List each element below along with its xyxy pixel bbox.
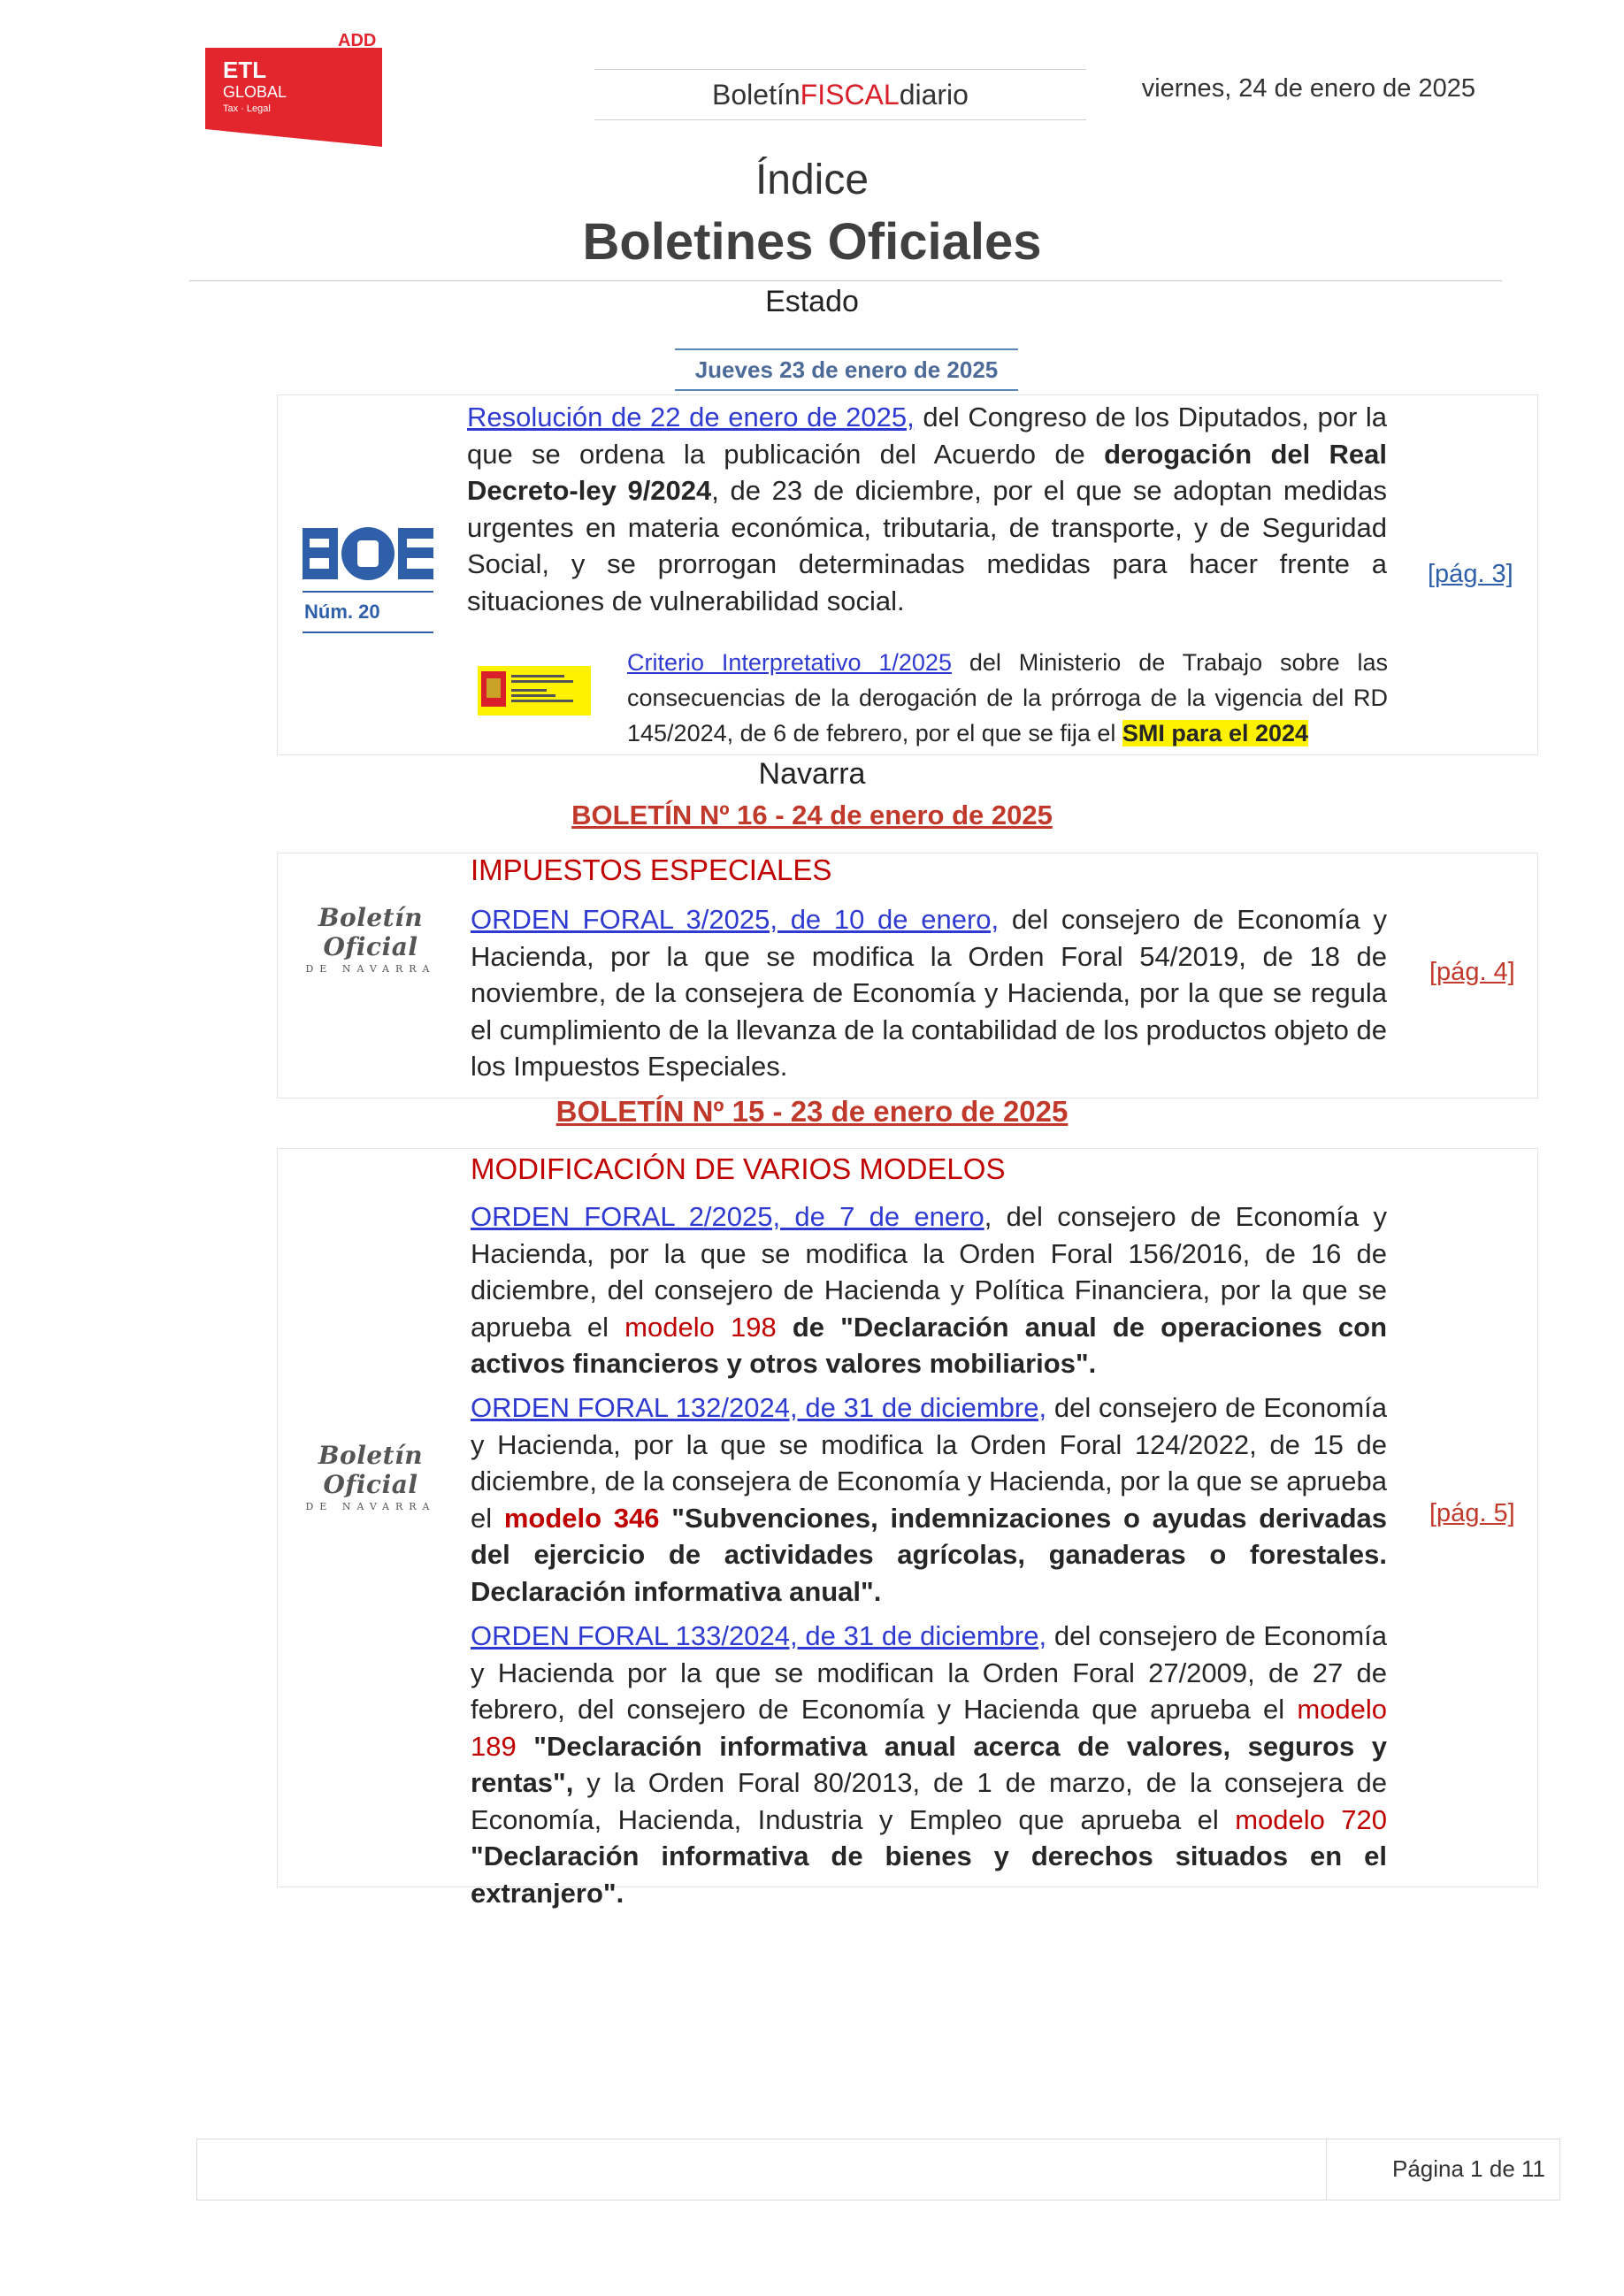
- section-estado: Estado: [765, 285, 859, 318]
- navarra-entry-box-2: [277, 1148, 1538, 1909]
- footer-divider: [1326, 2139, 1327, 2200]
- estado-entry-box: [277, 394, 1538, 755]
- page-link-5[interactable]: [pág. 5]: [1429, 1499, 1515, 1527]
- bulletin-16-heading: BOLETÍN Nº 16 - 24 de enero de 2025: [571, 800, 1053, 830]
- index-heading: Índice: [755, 157, 869, 203]
- title-divider: [189, 280, 1502, 281]
- boletin-oficial-navarra-logo: Boletín Oficial DE NAVARRA: [305, 1441, 436, 1512]
- page-number: Página 1 de 11: [1392, 2155, 1545, 2182]
- page-link-4[interactable]: [pág. 4]: [1429, 958, 1515, 986]
- svg-text:Tax · Legal: Tax · Legal: [223, 103, 271, 114]
- boe-logo: [303, 523, 433, 647]
- resolucion-link[interactable]: Resolución de 22 de enero de 2025,: [467, 402, 915, 432]
- orden-foral-132-2024-link[interactable]: ORDEN FORAL 132/2024, de 31 de diciembre,: [471, 1392, 1047, 1423]
- category-impuestos-especiales: IMPUESTOS ESPECIALES: [471, 853, 832, 886]
- page-link-3[interactable]: [pág. 3]: [1428, 560, 1513, 588]
- svg-text:Núm. 20: Núm. 20: [304, 601, 380, 623]
- spain-coat-of-arms-icon: [478, 661, 593, 717]
- svg-text:GLOBAL: GLOBAL: [223, 83, 287, 101]
- orden-foral-3-2025-link[interactable]: ORDEN FORAL 3/2025, de 10 de enero,: [471, 904, 1000, 935]
- orden-foral-3-2025-paragraph: ORDEN FORAL 3/2025, de 10 de enero, del consejero de Economía y Hacienda, por la que se modifica la Orden Foral 54/2019, de 18 de noviembre, de la consejera de Economía y Hacienda, por la que se regula el cumplimiento de la llevanza de la contabilidad de los productos objeto de los Impuestos Especiales.: [471, 904, 1387, 1082]
- category-modificacion-modelos: MODIFICACIÓN DE VARIOS MODELOS: [471, 1152, 1006, 1185]
- header-date: viernes, 24 de enero de 2025: [1141, 74, 1475, 103]
- etl-global-logo: [205, 34, 382, 147]
- orden-foral-2-2025-link[interactable]: ORDEN FORAL 2/2025, de 7 de enero: [471, 1201, 984, 1232]
- svg-text:ADD: ADD: [338, 34, 377, 50]
- orden-foral-133-2024-link[interactable]: ORDEN FORAL 133/2024, de 31 de diciembre,: [471, 1620, 1047, 1651]
- resolucion-paragraph: Resolución de 22 de enero de 2025, del Congreso de los Diputados, por la que se ordena la publicación del Acuerdo de derogación del Real Decreto-ley 9/2024, de 23 de diciembre, por el que se adoptan medidas urgentes en materia económica, tributaria, de transporte, y de Seguridad Social, y se prorrogan determinadas medidas para hacer frente a situaciones de vulnerabilidad social.: [467, 402, 1388, 616]
- criterio-link[interactable]: Criterio Interpretativo 1/2025: [627, 649, 952, 676]
- orden-foral-2-2025-paragraph: ORDEN FORAL 2/2025, de 7 de enero, del consejero de Economía y Hacienda, por la que se modifica la Orden Foral 156/2016, de 16 de diciembre, del consejero de Hacienda y Política Financiera, por la que se aprueba el modelo 198 de "Declaración anual de operaciones con activos financieros y otros valores mobiliarios".: [471, 1201, 1388, 1379]
- section-navarra: Navarra: [758, 757, 866, 791]
- page-title: Boletines Oficiales: [582, 213, 1042, 271]
- boletin-oficial-navarra-logo: Boletín Oficial DE NAVARRA: [305, 903, 436, 975]
- bulletin-15-heading: BOLETÍN Nº 15 - 23 de enero de 2025: [555, 1095, 1069, 1128]
- criterio-paragraph: Criterio Interpretativo 1/2025 del Ministerio de Trabajo sobre las consecuencias de la derogación de la prórroga de la vigencia del RD 145/2024, de 6 de febrero, por el que se fija el SMI para el 2024: [627, 649, 1388, 746]
- navarra-entry-box-1: [277, 853, 1538, 1098]
- page-footer: [196, 2139, 1560, 2200]
- svg-text:ETL: ETL: [223, 57, 267, 83]
- bulletin-header-title: Boletín FISCAL diario: [594, 69, 1086, 120]
- smi-highlight: SMI para el 2024: [1122, 720, 1309, 746]
- orden-foral-132-2024-paragraph: ORDEN FORAL 132/2024, de 31 de diciembre, del consejero de Economía y Hacienda, por la que se modifica la Orden Foral 124/2022, de 15 de diciembre, de la consejera de Economía y Hacienda, por la que se aprueba el modelo 346 "Subvenciones, indemnizaciones o ayudas derivadas del ejercicio de actividades agrícolas, ganaderas o forestales. Declaración informativa anual".: [471, 1392, 1387, 1607]
- orden-foral-133-2024-paragraph: ORDEN FORAL 133/2024, de 31 de diciembre, del consejero de Economía y Hacienda por la que se modifican la Orden Foral 27/2009, de 27 de febrero, del consejero de Economía y Hacienda que aprueba el modelo 189 "Declaración informativa anual acerca de valores, seguros y rentas", y la Orden Foral 80/2013, de 1 de marzo, de la consejera de Economía, Hacienda, Industria y Empleo que aprueba el modelo 720 "Declaración informativa de bienes y derechos situados en el extranjero".: [471, 1620, 1387, 1909]
- estado-date-banner: Jueves 23 de enero de 2025: [675, 348, 1018, 391]
